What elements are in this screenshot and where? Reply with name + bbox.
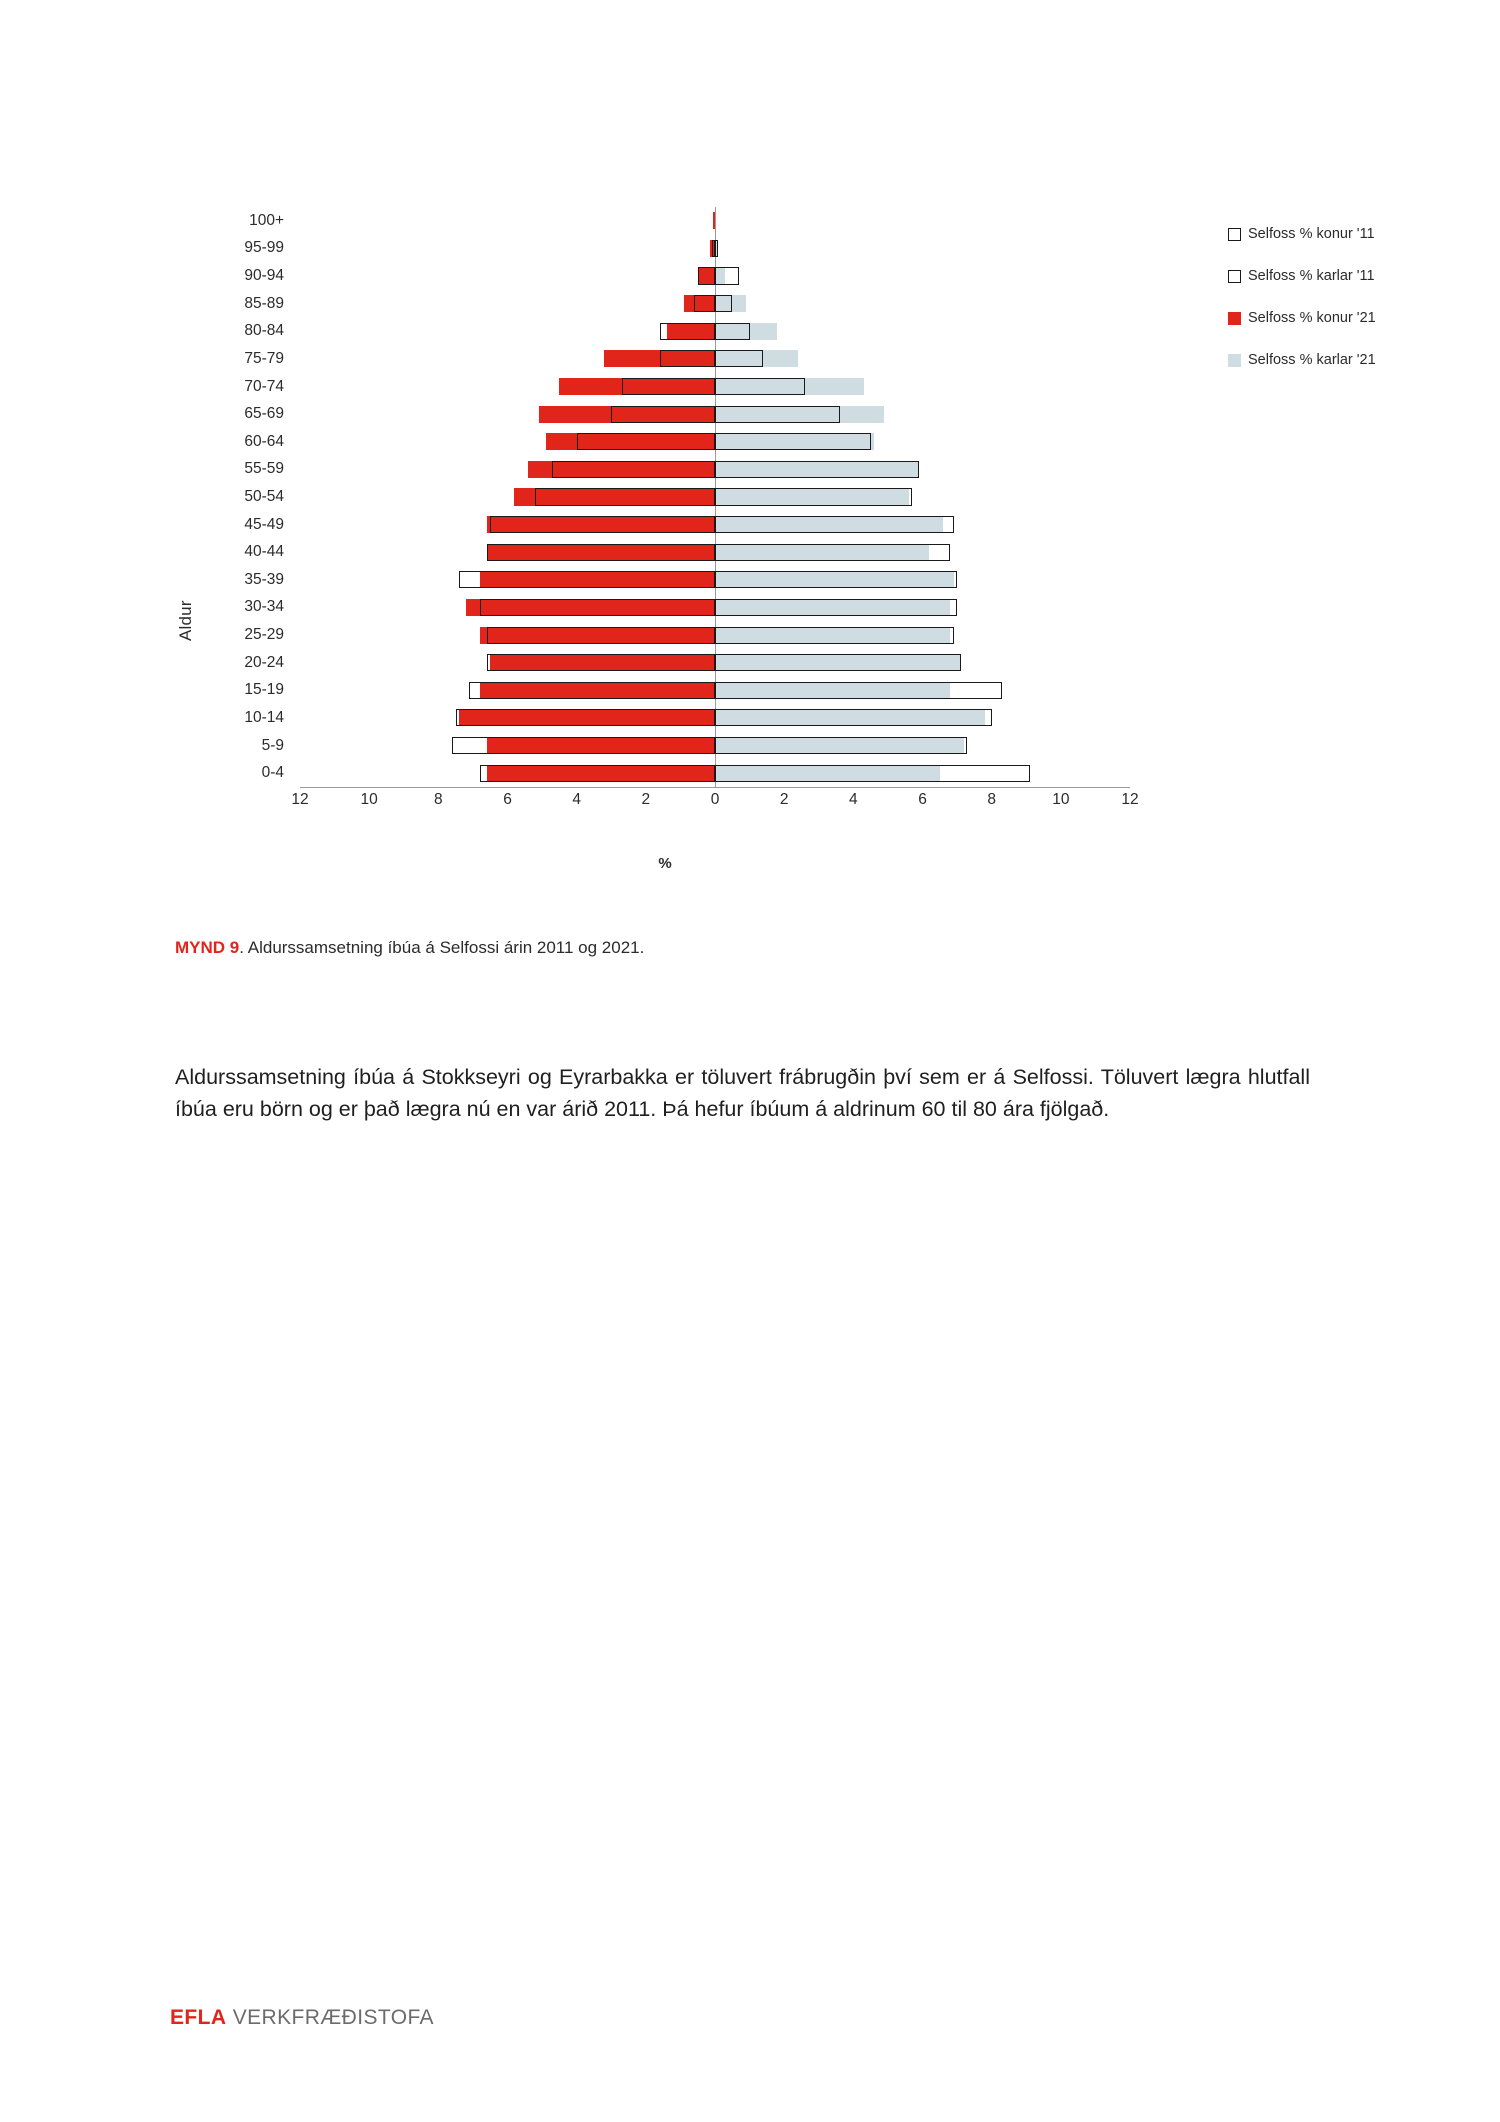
y-axis-tick-label: 45-49	[244, 515, 284, 533]
legend-item-konur-11	[1228, 213, 1448, 255]
legend-item-karlar-11	[1228, 255, 1448, 297]
y-axis-tick-label: 50-54	[244, 488, 284, 505]
bar-karlar-2011	[715, 709, 992, 726]
bar-konur-2011	[480, 765, 715, 782]
bar-karlar-2011	[715, 599, 957, 616]
bar-karlar-2011	[715, 350, 763, 367]
y-axis-tick-labels	[170, 207, 292, 787]
bar-konur-2011	[480, 599, 715, 616]
page-footer	[170, 2006, 434, 2030]
y-axis-tick-label: 65-69	[244, 405, 284, 423]
y-axis-tick-label: 0-4	[261, 764, 284, 782]
bar-konur-2011	[452, 737, 715, 754]
pyramid-row	[300, 759, 1130, 787]
x-axis-tick-label: 8	[987, 791, 996, 808]
pyramid-row	[300, 594, 1130, 622]
bar-konur-2011	[611, 406, 715, 423]
x-axis-tick-label: 12	[1121, 791, 1139, 808]
bar-karlar-2011	[715, 406, 840, 423]
bar-karlar-2011	[715, 765, 1030, 782]
x-axis-tick-label: 10	[1052, 791, 1070, 808]
y-axis-tick-label: 80-84	[244, 322, 284, 340]
pyramid-row	[300, 400, 1130, 428]
pyramid-row	[300, 428, 1130, 456]
bar-karlar-2011	[715, 571, 957, 588]
bar-konur-2011	[694, 295, 715, 312]
figure-caption	[175, 938, 1275, 958]
x-axis-tick-label: 4	[572, 791, 581, 808]
bar-konur-2011	[487, 627, 715, 644]
bar-konur-2011	[698, 267, 715, 284]
x-axis-tick-label: 4	[849, 791, 858, 808]
y-axis-tick-label: 85-89	[244, 294, 284, 312]
pyramid-row	[300, 207, 1130, 235]
legend-item-karlar-21	[1228, 339, 1448, 381]
bar-karlar-2011	[715, 295, 732, 312]
bar-karlar-2011	[715, 737, 967, 754]
pyramid-row	[300, 290, 1130, 318]
bar-karlar-2011	[715, 516, 954, 533]
chart-legend	[1228, 213, 1448, 381]
legend-label: Selfoss % konur '11	[1248, 226, 1375, 242]
bar-karlar-2011	[715, 654, 961, 671]
pyramid-row	[300, 511, 1130, 539]
pyramid-row	[300, 317, 1130, 345]
y-axis-tick-label: 40-44	[244, 543, 284, 561]
bar-konur-2011	[577, 433, 715, 450]
y-axis-tick-label: 100+	[249, 211, 284, 229]
legend-swatch-icon	[1228, 270, 1241, 283]
body-paragraph: Aldurssamsetning íbúa á Stokkseyri og Eyrarbakka er töluvert frábrugðin því sem er á Selfossi. Töluvert lægra hlutfall íbúa eru börn og er það lægra nú en var árið 2011. Þá hefur íbúum á aldrinum 60 til 80 ára fjölgað.	[175, 1065, 1310, 1121]
y-axis-tick-label: 15-19	[244, 681, 284, 699]
x-axis-tick-label: 6	[503, 791, 512, 808]
x-axis-title-wrap	[170, 855, 1290, 872]
y-axis-title: Aldur	[176, 600, 195, 641]
pyramid-row	[300, 345, 1130, 373]
pyramid-row	[300, 235, 1130, 263]
bar-konur-2011	[487, 544, 715, 561]
pyramid-row	[300, 732, 1130, 760]
pyramid-row	[300, 704, 1130, 732]
x-axis-tick-labels	[291, 791, 1139, 821]
legend-label: Selfoss % karlar '11	[1248, 268, 1375, 284]
pyramid-row	[300, 649, 1130, 677]
bar-konur-2011	[469, 682, 715, 699]
legend-label: Selfoss % karlar '21	[1248, 352, 1376, 368]
pyramid-row	[300, 566, 1130, 594]
bar-konur-2011	[660, 350, 715, 367]
x-axis-tick-label: 6	[918, 791, 927, 808]
x-axis-tick-label: 10	[360, 791, 378, 808]
bar-konur-2011	[459, 571, 715, 588]
x-axis-tick-label: 8	[434, 791, 443, 808]
footer-brand-suffix: VERKFRÆÐISTOFA	[232, 2006, 434, 2029]
legend-swatch-icon	[1228, 312, 1241, 325]
y-axis-tick-label: 25-29	[244, 626, 284, 644]
bar-karlar-2011	[715, 378, 805, 395]
y-axis-tick-label: 75-79	[244, 349, 284, 367]
bar-karlar-2011	[715, 433, 871, 450]
pyramid-row	[300, 621, 1130, 649]
y-axis-tick-label: 20-24	[244, 653, 284, 671]
footer-brand: EFLA	[170, 2006, 227, 2029]
x-axis-title: %	[658, 855, 672, 872]
bar-konur-2011	[456, 709, 715, 726]
plot-area	[300, 207, 1130, 787]
pyramid-row	[300, 373, 1130, 401]
bar-karlar-2011	[715, 682, 1002, 699]
population-pyramid-chart	[170, 195, 1376, 895]
bar-konur-2011	[660, 323, 715, 340]
pyramid-row	[300, 456, 1130, 484]
bar-konur-2011	[622, 378, 715, 395]
bar-konur-2011	[552, 461, 715, 478]
y-axis-tick-label: 95-99	[244, 239, 284, 257]
bar-karlar-2011	[715, 627, 954, 644]
bar-konur-2011	[535, 488, 715, 505]
legend-item-konur-21	[1228, 297, 1448, 339]
bar-konur-2011	[487, 654, 715, 671]
y-axis-tick-label: 10-14	[244, 708, 284, 726]
pyramid-row	[300, 677, 1130, 705]
pyramid-row	[300, 538, 1130, 566]
y-axis-tick-label: 5-9	[261, 736, 284, 754]
legend-swatch-icon	[1228, 228, 1241, 241]
bar-konur-2011	[490, 516, 715, 533]
bar-karlar-2011	[715, 240, 718, 257]
bar-konur-2021	[713, 212, 715, 229]
bar-karlar-2011	[715, 461, 919, 478]
x-axis-tick-label: 2	[641, 791, 651, 808]
x-axis-line	[300, 787, 1130, 788]
y-axis-tick-label: 70-74	[244, 377, 284, 395]
bar-karlar-2011	[715, 267, 739, 284]
y-axis-tick-label: 55-59	[244, 460, 284, 478]
bar-karlar-2011	[715, 544, 950, 561]
figure-caption-label: MYND 9	[175, 938, 240, 957]
bar-karlar-2011	[715, 323, 750, 340]
legend-swatch-icon	[1228, 354, 1241, 367]
x-axis-tick-label: 2	[779, 791, 789, 808]
y-axis-tick-label: 30-34	[244, 598, 284, 616]
figure-caption-text: . Aldurssamsetning íbúa á Selfossi árin 2011 og 2021.	[239, 938, 645, 957]
pyramid-row	[300, 483, 1130, 511]
x-axis-tick-label: 12	[291, 791, 309, 808]
x-axis-tick-label: 0	[710, 791, 720, 808]
bar-karlar-2011	[715, 488, 912, 505]
legend-label: Selfoss % konur '21	[1248, 310, 1376, 326]
y-axis-tick-label: 90-94	[244, 267, 284, 285]
y-axis-tick-label: 35-39	[244, 570, 284, 588]
pyramid-row	[300, 262, 1130, 290]
y-axis-tick-label: 60-64	[244, 432, 284, 450]
